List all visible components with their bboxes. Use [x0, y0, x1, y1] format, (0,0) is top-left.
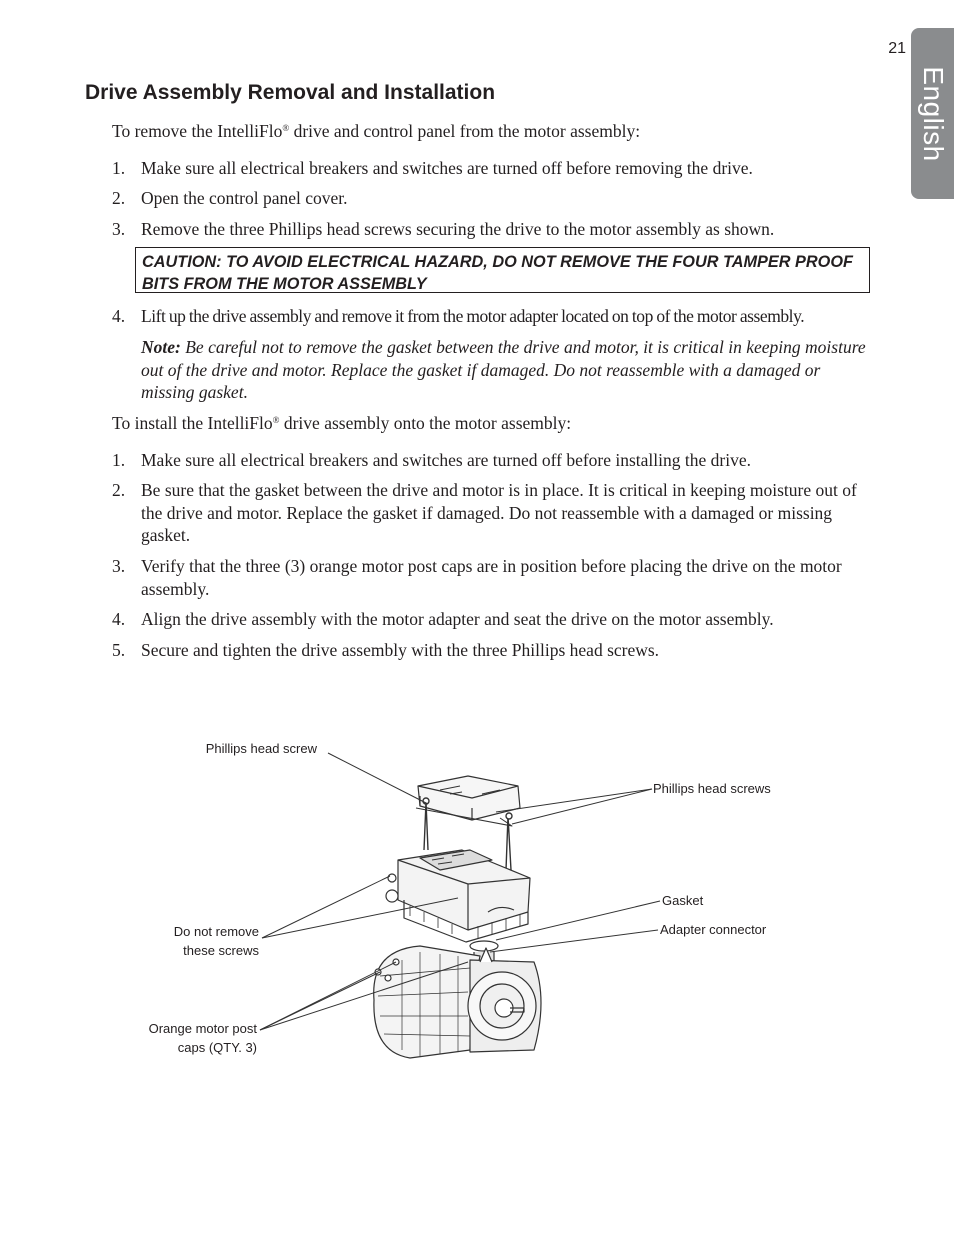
- installation-intro: To install the IntelliFlo® drive assembly onto the motor assembly:: [112, 413, 572, 433]
- page-number: 21: [888, 40, 906, 57]
- callout-orange-motor-post-caps: Orange motor post caps (QTY. 3): [148, 1021, 257, 1055]
- language-tab-label: English: [917, 65, 949, 162]
- section-title: Drive Assembly Removal and Installation: [85, 81, 496, 104]
- callout-phillips-head-screw: Phillips head screw: [205, 741, 317, 756]
- callout-gasket: Gasket: [662, 893, 704, 908]
- callout-phillips-head-screws: Phillips head screws: [653, 781, 771, 796]
- control-panel-cover: [416, 776, 520, 826]
- gasket-note: Note: Be careful not to remove the gasket between the drive and motor, it is critical in keeping moisture out of the drive and motor. Replace the gasket if damaged. Do not reassemble with a damaged or missing gasket.: [141, 337, 866, 402]
- callout-adapter-connector: Adapter connector: [660, 922, 767, 937]
- removal-intro: To remove the IntelliFlo® drive and control panel from the motor assembly:: [112, 121, 641, 141]
- caution-box: CAUTION: TO AVOID ELECTRICAL HAZARD, DO NOT REMOVE THE FOUR TAMPER PROOF BITS FROM THE MOTOR ASSEMBLY: [135, 247, 870, 293]
- callout-do-not-remove-screws: Do not remove these screws: [173, 924, 259, 958]
- drive-assembly-figure: [0, 700, 954, 1100]
- language-tab: [911, 28, 954, 199]
- drive-housing: [386, 850, 530, 942]
- motor-assembly: [374, 946, 541, 1058]
